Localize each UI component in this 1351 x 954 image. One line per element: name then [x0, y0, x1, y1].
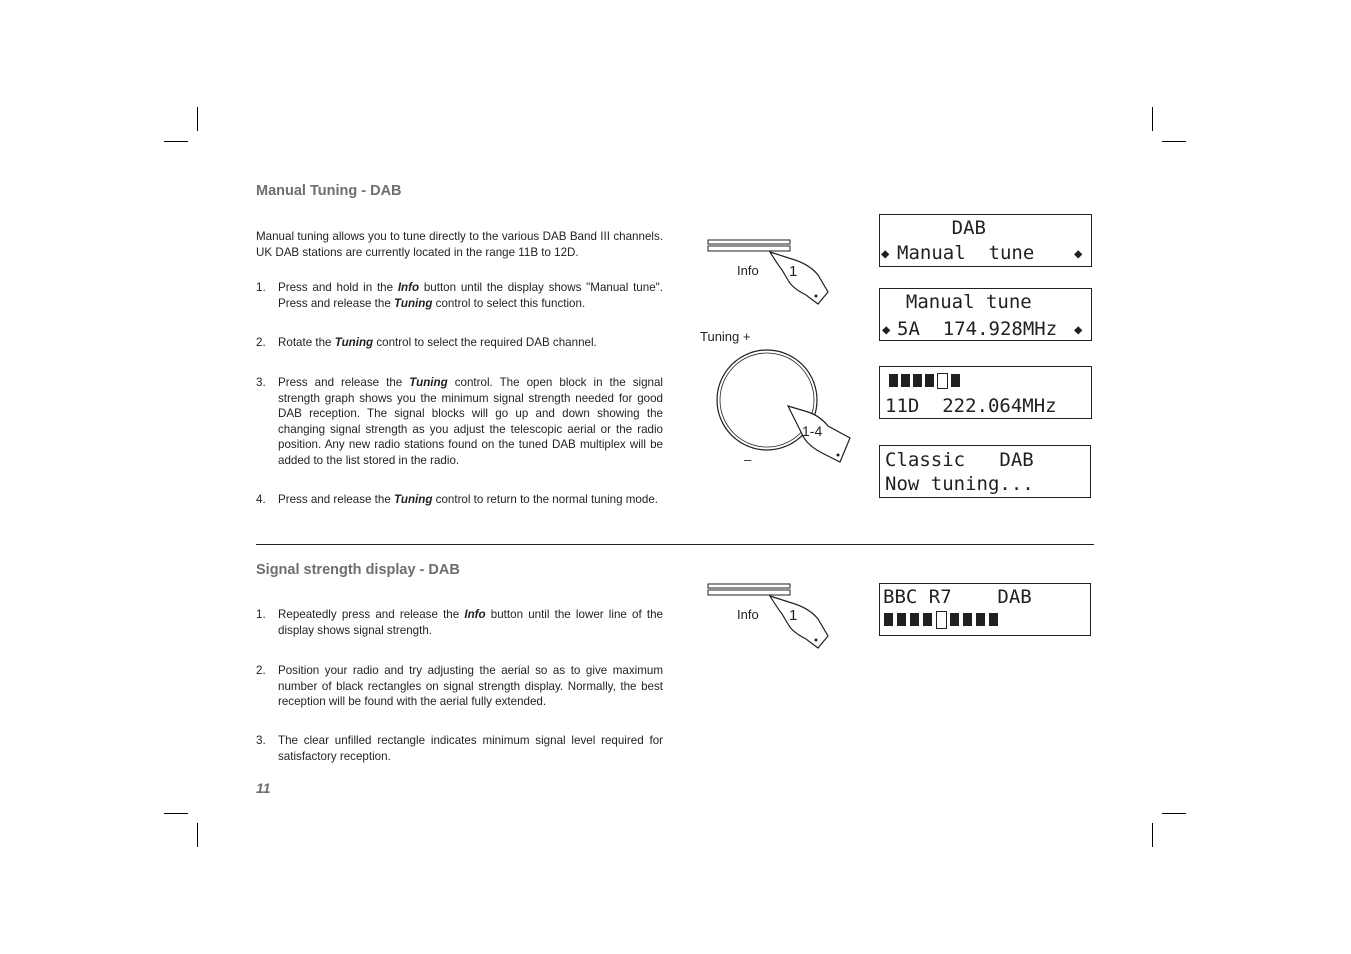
info-button-diagram: [700, 230, 840, 310]
list-item: [256, 335, 663, 351]
lcd-display: [879, 288, 1092, 341]
list-number: 1.: [256, 281, 266, 294]
lcd-line-2: 11D 222.064MHz: [885, 395, 1057, 417]
list-text: Press and release the Tuning control to return to the normal tuning mode.: [278, 493, 658, 506]
crop-mark: [197, 823, 198, 847]
signal-blocks-icon: [884, 611, 1004, 629]
crop-mark: [197, 107, 198, 131]
lcd-arrow-right-icon: ◆: [1074, 246, 1083, 262]
step-label: 1-4: [802, 423, 823, 439]
list-item: [256, 733, 663, 764]
lcd-line-1: DAB: [883, 217, 986, 239]
list-number: 3.: [256, 376, 266, 389]
pointing-hand-icon: [770, 596, 828, 648]
lcd-display: [879, 366, 1092, 419]
signal-strength-bar: [884, 611, 1004, 629]
pointing-hand-icon: [770, 252, 828, 304]
info-button-illustration: [700, 574, 840, 654]
section-heading-signal-strength: Signal strength display - DAB: [256, 562, 460, 578]
step-label: 1: [789, 607, 798, 624]
page-number: 11: [256, 780, 271, 796]
lcd-line-2: Now tuning...: [885, 473, 1034, 495]
list-item: [256, 280, 663, 311]
lcd-line-2: 5A 174.928MHz: [897, 318, 1058, 340]
lcd-display: [879, 583, 1091, 636]
list-number: 2.: [256, 336, 266, 349]
list-text: Press and release the Tuning control. The open block in the signal strength graph shows you the minimum signal strength needed for good DAB reception. The signal blocks will go up and down showing the changing signal strength as you adjust the telescopic aerial or the radio position. Any new radio stations found on the tuned DAB multiplex will be added to the list stored in the radio.: [278, 376, 663, 467]
list-text: Repeatedly press and release the Info button until the lower line of the display shows signal strength.: [278, 608, 663, 637]
crop-mark: [1152, 107, 1153, 131]
lcd-display: [879, 445, 1091, 498]
lcd-line-1: Manual tune: [883, 291, 1032, 313]
crop-mark: [1162, 813, 1186, 814]
list-item: [256, 375, 663, 468]
tuning-minus-label: –: [744, 452, 752, 467]
list-item: [256, 492, 663, 508]
section-divider: [256, 544, 1094, 545]
lcd-arrow-left-icon: ◆: [882, 322, 891, 338]
list-number: 3.: [256, 734, 266, 747]
crop-mark: [1152, 823, 1153, 847]
list-item: [256, 607, 663, 638]
list-number: 2.: [256, 664, 266, 677]
list-text: The clear unfilled rectangle indicates minimum signal level required for satisfactory reception.: [278, 734, 663, 763]
crop-mark: [1162, 141, 1186, 142]
intro-paragraph: Manual tuning allows you to tune directly to the various DAB Band III channels. UK DAB stations are currently located in the range 11B to 12D.: [256, 230, 663, 259]
info-label: Info: [737, 263, 759, 278]
info-label: Info: [737, 607, 759, 622]
crop-mark: [164, 141, 188, 142]
lcd-display: [879, 214, 1092, 267]
list-number: 1.: [256, 608, 266, 621]
lcd-arrow-left-icon: ◆: [881, 246, 890, 262]
lcd-line-1: BBC R7 DAB: [883, 586, 1032, 608]
list-number: 4.: [256, 493, 266, 506]
section-heading-manual-tuning: Manual Tuning - DAB: [256, 183, 402, 199]
tuning-knob-illustration: [698, 326, 858, 471]
info-button-illustration: [700, 230, 840, 310]
list-text: Rotate the Tuning control to select the required DAB channel.: [278, 336, 597, 349]
lcd-line-2: Manual tune: [897, 242, 1035, 264]
crop-mark: [164, 813, 188, 814]
list-item: [256, 663, 663, 710]
tuning-plus-label: Tuning +: [700, 329, 751, 344]
tuning-knob-diagram: [698, 326, 858, 471]
list-text: Press and hold in the Info button until the display shows "Manual tune". Press and release the Tuning control to select this function.: [278, 281, 663, 310]
signal-blocks-icon: [889, 373, 979, 389]
signal-strength-bar: [889, 373, 979, 389]
info-button-diagram: [700, 574, 840, 654]
lcd-arrow-right-icon: ◆: [1074, 322, 1083, 338]
step-label: 1: [789, 263, 798, 280]
list-text: Position your radio and try adjusting the aerial so as to give maximum number of black rectangles on signal strength display. Normally, the best reception will be found with the aerial fully extended.: [278, 664, 663, 708]
lcd-line-1: Classic DAB: [885, 449, 1034, 471]
